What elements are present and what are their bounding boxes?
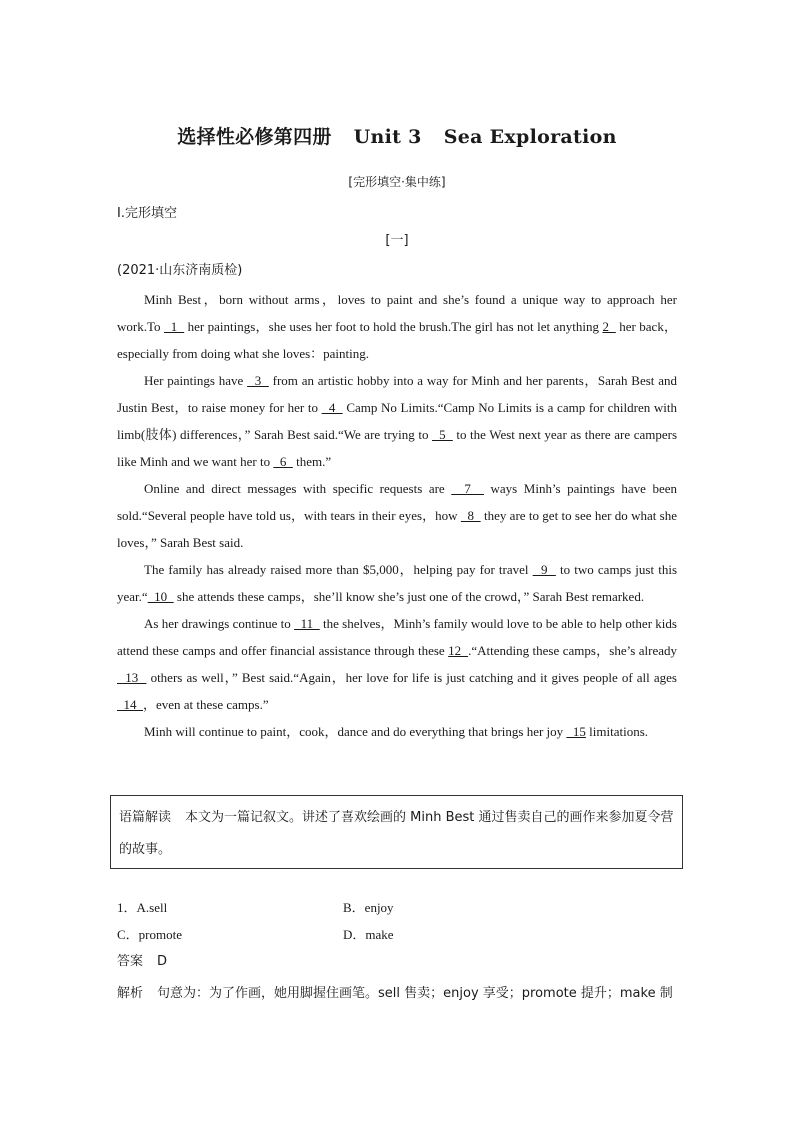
blank-7: 7 <box>451 481 484 496</box>
answer-value: D <box>157 954 168 969</box>
blank-4: 4 <box>321 400 343 415</box>
subtitle: [完形填空·集中练] <box>348 175 446 189</box>
interpretation-text: 本文为一篇记叙文。讲述了喜欢绘画的 Minh Best 通过售卖自己的画作来参加夏令营的故事。 <box>119 810 674 857</box>
passage-number: [一] <box>385 233 409 248</box>
blank-3: 3 <box>247 373 269 388</box>
blank-9: 9 <box>532 562 556 577</box>
blank-13: 13 <box>117 670 147 685</box>
title-book: 选择性必修第四册 <box>177 126 332 148</box>
cloze-passage <box>117 286 677 745</box>
explanation-label: 解析 <box>117 986 144 1001</box>
paragraph-1: Minh Best，born without arms，loves to paint and she’s found a unique way to approach her work.To 1 her paintings，she uses her foot to hold the brush.The girl has not let anything 2 her back，especially from doing what she loves：painting. <box>117 292 678 361</box>
paragraph-3: Online and direct messages with specific requests are 7 ways Minh’s paintings have been sold.“Several people have told us，with tears in their eyes，how 8 they are to get to see her do what she loves，” Sarah Best said. <box>117 481 678 550</box>
paragraph-6: Minh will continue to paint，cook，dance and do everything that brings her joy 15 limitations. <box>144 724 649 739</box>
explanation-text: 句意为：为了作画，她用脚握住画笔。sell 售卖；enjoy 享受；promote 提升；make 制 <box>157 986 673 1001</box>
blank-1: 1 <box>163 319 185 334</box>
paragraph-4: The family has already raised more than $5,000，helping pay for travel 9 to two camps just this year.“ 10 she attends these camps，she’ll know she’s just one of the crowd，” Sarah Best remarked. <box>117 562 678 604</box>
option-d: D．make <box>343 927 394 942</box>
blank-11: 11 <box>294 616 320 631</box>
blank-14: 14 <box>117 697 143 712</box>
answer-line <box>117 950 167 969</box>
explanation-line <box>117 982 687 1001</box>
option-b: B．enjoy <box>343 900 394 915</box>
blank-6: 6 <box>273 454 293 469</box>
paragraph-2: Her paintings have 3 from an artistic hobby into a way for Minh and her parents，Sarah Best and Justin Best，to raise money for her to 4 Camp No Limits.“Camp No Limits is a camp for children with limb(肢体) differences，” Sarah Best said.“We are trying to 5 to the West next year as there are campers like Minh and we want her to 6 them.” <box>117 373 678 469</box>
blank-8: 8 <box>460 508 481 523</box>
option-c: C．promote <box>117 927 182 942</box>
interpretation-label: 语篇解读 <box>119 810 172 825</box>
option-a: 1．A.sell <box>117 900 168 915</box>
title-topic: Sea Exploration <box>443 126 617 148</box>
answer-label: 答案 <box>117 954 144 969</box>
title-unit: Unit 3 <box>353 126 422 148</box>
page-title <box>0 122 794 149</box>
passage-source: (2021·山东济南质检) <box>117 263 243 278</box>
blank-15: 15 <box>566 724 586 739</box>
section-heading: Ⅰ.完形填空 <box>117 206 177 221</box>
blank-10: 10 <box>147 589 174 604</box>
interpretation-box <box>110 795 683 869</box>
blank-12: 12 <box>448 643 469 658</box>
blank-2: 2 <box>602 319 616 334</box>
blank-5: 5 <box>432 427 453 442</box>
paragraph-5: As her drawings continue to 11 the shelves，Minh’s family would love to be able to help other kids attend these camps and offer financial assistance through these 12 .“Attending these camps，she’s already 13 others as well，” Best said.“Again，her love for life is just catching and it gives people of all ages 14 ，even at these camps.” <box>117 616 678 712</box>
